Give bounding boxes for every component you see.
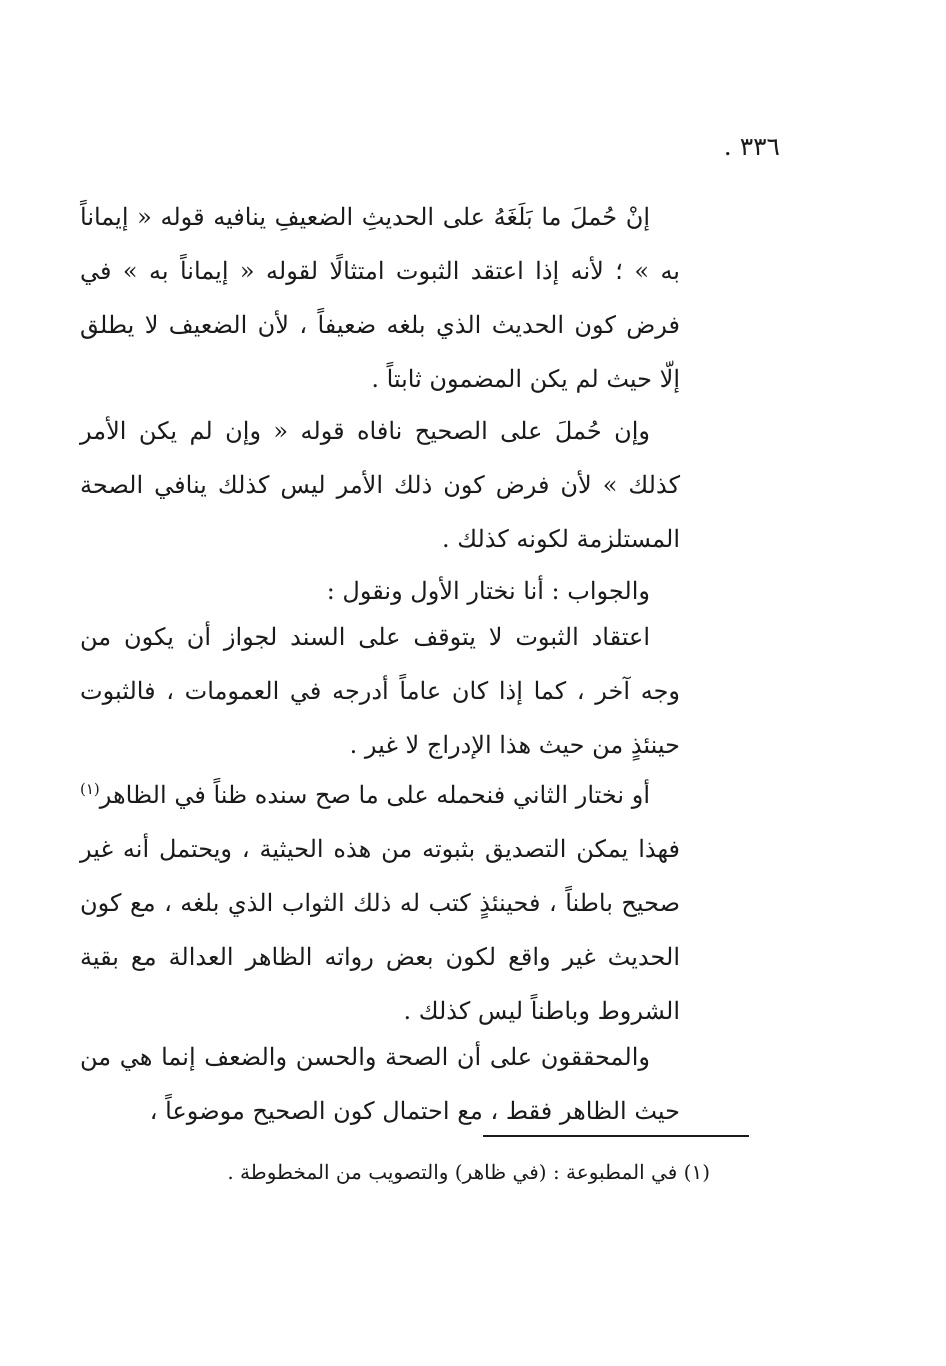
page-number: ٣٣٦ . bbox=[723, 132, 780, 161]
paragraph-4: اعتقاد الثبوت لا يتوقف على السند لجواز أن يكون من وجه آخر ، كما إذا كان عاماً أدرجه في العمومات ، فالثبوت حينئذٍ من حيث هذا الإدراج لا غير . bbox=[80, 623, 680, 759]
paragraph-5-lead: أو نختار الثاني فنحمله على ما صح سنده ظناً في الظاهر bbox=[99, 781, 650, 809]
paragraph-3: والجواب : أنا نختار الأول ونقول : bbox=[326, 577, 650, 605]
paragraph-5 bbox=[80, 768, 680, 1038]
paragraph-6: والمحققون على أن الصحة والحسن والضعف إنما هي من حيث الظاهر فقط ، مع احتمال كون الصحيح موضوعاً ، bbox=[80, 1043, 680, 1125]
footnote-divider bbox=[483, 1135, 749, 1137]
footnote-reference: (١) bbox=[80, 780, 100, 798]
footnote-1: (١) في المطبوعة : (في ظاهر) والتصويب من المخطوطة . bbox=[227, 1160, 710, 1184]
paragraph-1: إنْ حُملَ ما بَلَغَهُ على الحديثِ الضعيفِ ينافيه قوله « إيماناً به » ؛ لأنه إذا اعتقد الثبوت امتثالًا لقوله « إيماناً به » في فرض كون الحديث الذي بلغه ضعيفاً ، لأن الضعيف لا يطلق إلّا حيث لم يكن المضمون ثابتاً . bbox=[80, 203, 680, 393]
paragraph-5-rest: فهذا يمكن التصديق بثبوته من هذه الحيثية ، ويحتمل أنه غير صحيح باطناً ، فحينئذٍ كتب له ذلك الثواب الذي بلغه ، مع كون الحديث غير واقع لكون بعض رواته الظاهر العدالة مع بقية الشروط وباطناً ليس كذلك . bbox=[80, 835, 680, 1025]
paragraph-2: وإن حُملَ على الصحيح نافاه قوله « وإن لم يكن الأمر كذلك » لأن فرض كون ذلك الأمر ليس كذلك ينافي الصحة المستلزمة لكونه كذلك . bbox=[80, 417, 680, 553]
